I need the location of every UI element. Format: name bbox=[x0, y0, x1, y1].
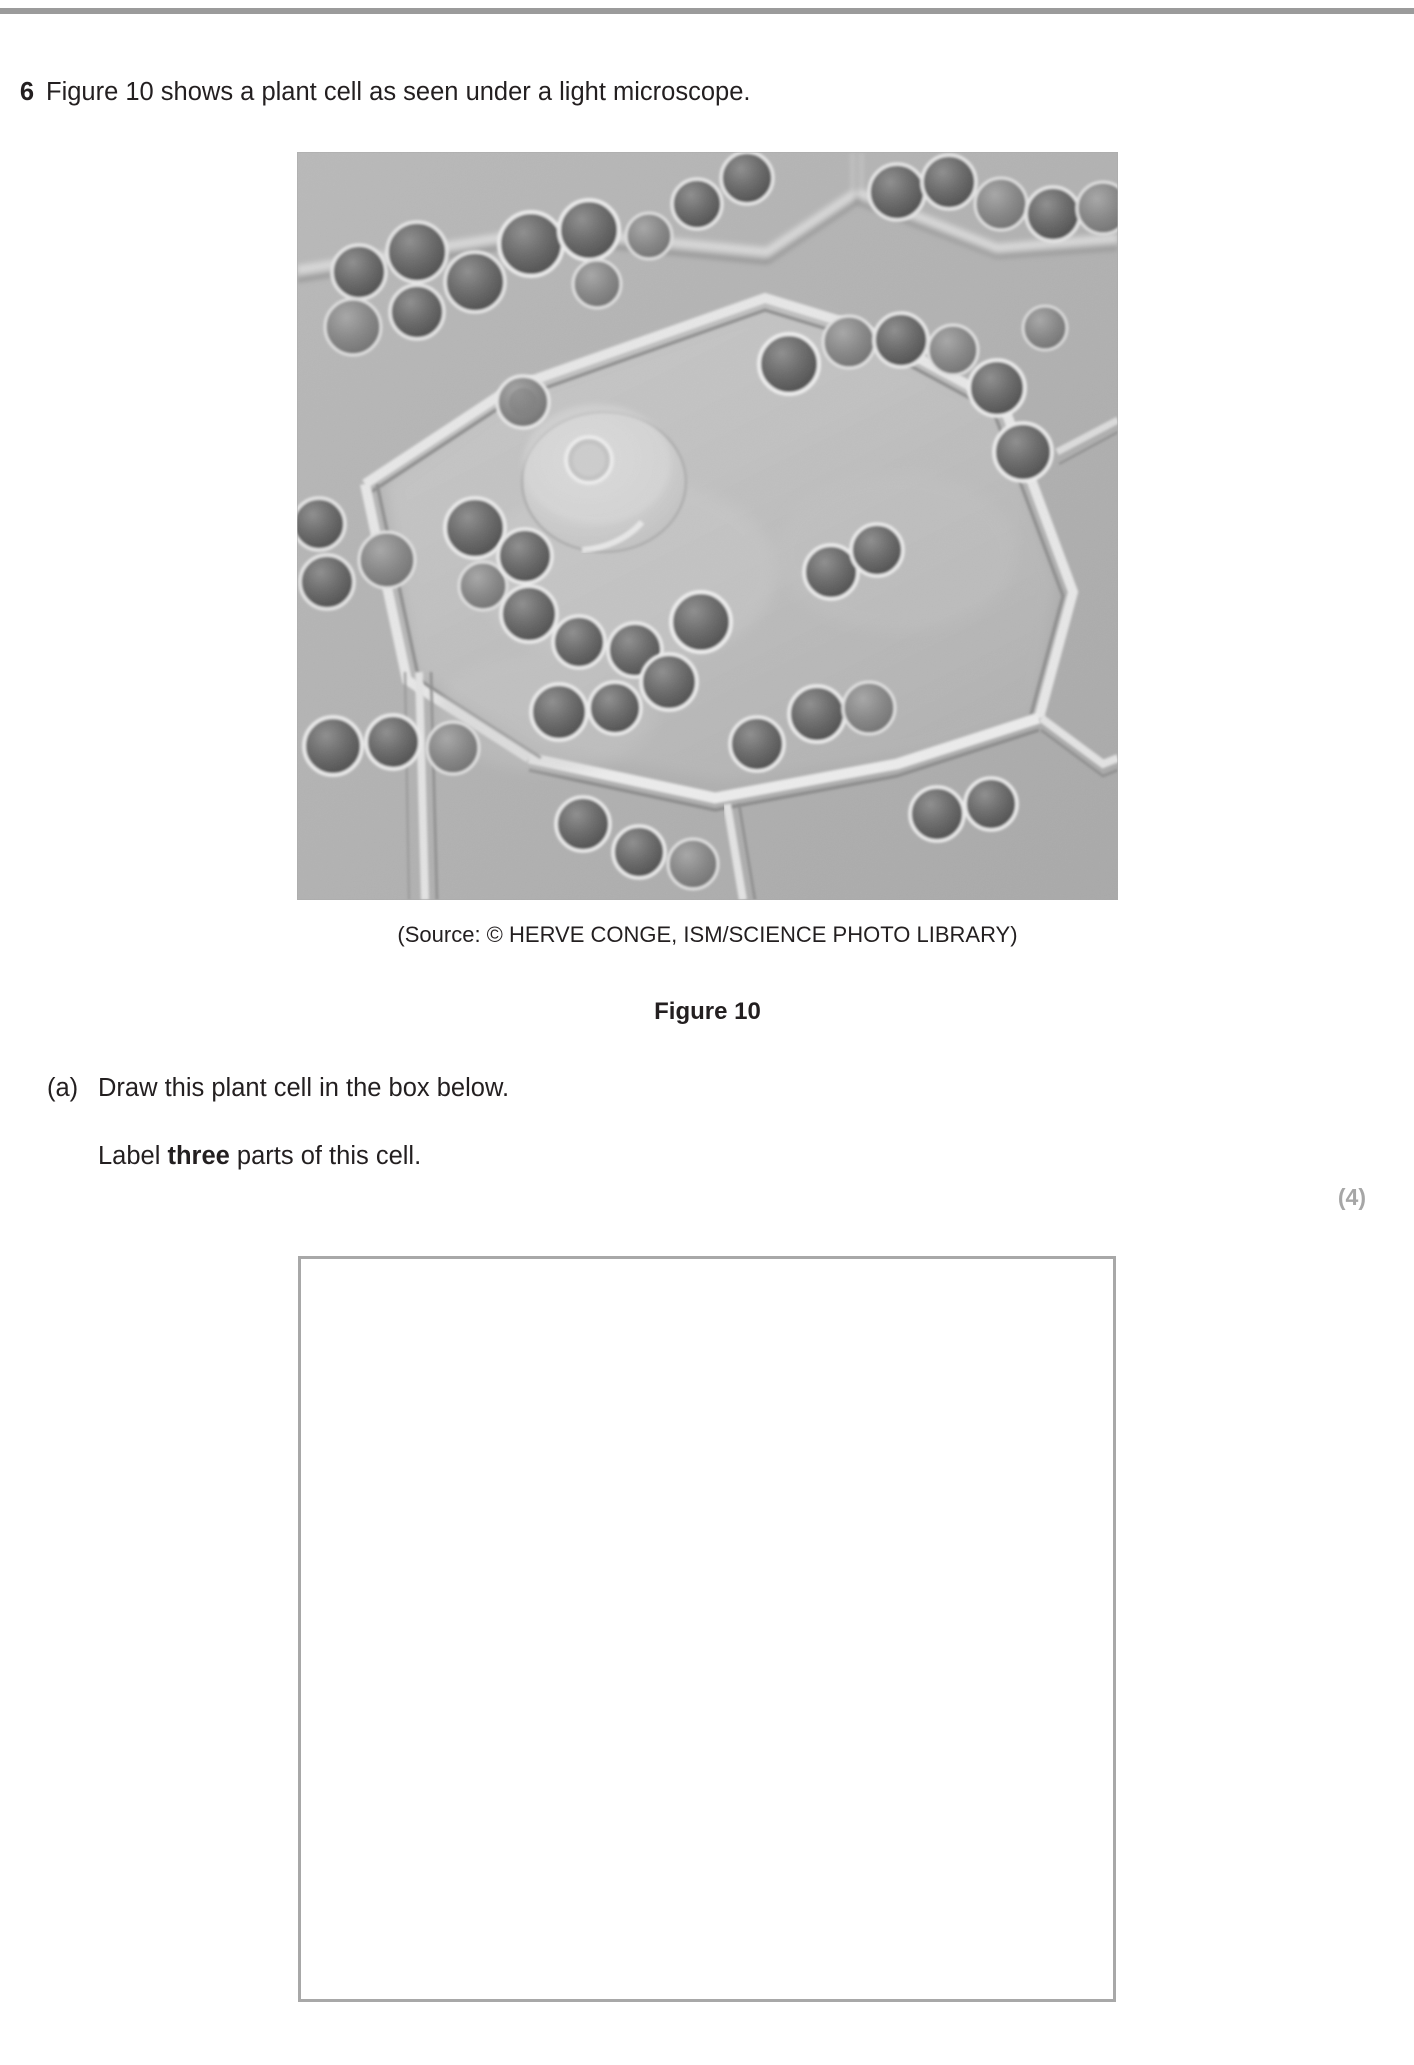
figure-source-credit: (Source: © HERVE CONGE, ISM/SCIENCE PHOTO LIBRARY) bbox=[397, 922, 1018, 947]
question-number: 6 bbox=[19, 78, 34, 106]
figure-10-container bbox=[297, 152, 1118, 900]
question-stem-text: Figure 10 shows a plant cell as seen under a light microscope. bbox=[46, 78, 751, 106]
part-a-instruction-line-1: Draw this plant cell in the box below. bbox=[98, 1074, 510, 1102]
plant-cell-micrograph-image bbox=[297, 152, 1118, 900]
label-prefix-text: Label bbox=[98, 1142, 168, 1170]
part-a-marks-allocation: (4) bbox=[1337, 1184, 1366, 1210]
label-suffix-text: parts of this cell. bbox=[229, 1142, 422, 1170]
figure-caption-label: Figure 10 bbox=[654, 998, 761, 1025]
part-a-instruction-line-2 bbox=[98, 1140, 421, 1172]
part-a-letter: (a) bbox=[47, 1074, 79, 1102]
page-header-rule bbox=[0, 8, 1414, 14]
label-count-emphasis: three bbox=[167, 1142, 230, 1170]
drawing-answer-box[interactable] bbox=[298, 1256, 1116, 2002]
